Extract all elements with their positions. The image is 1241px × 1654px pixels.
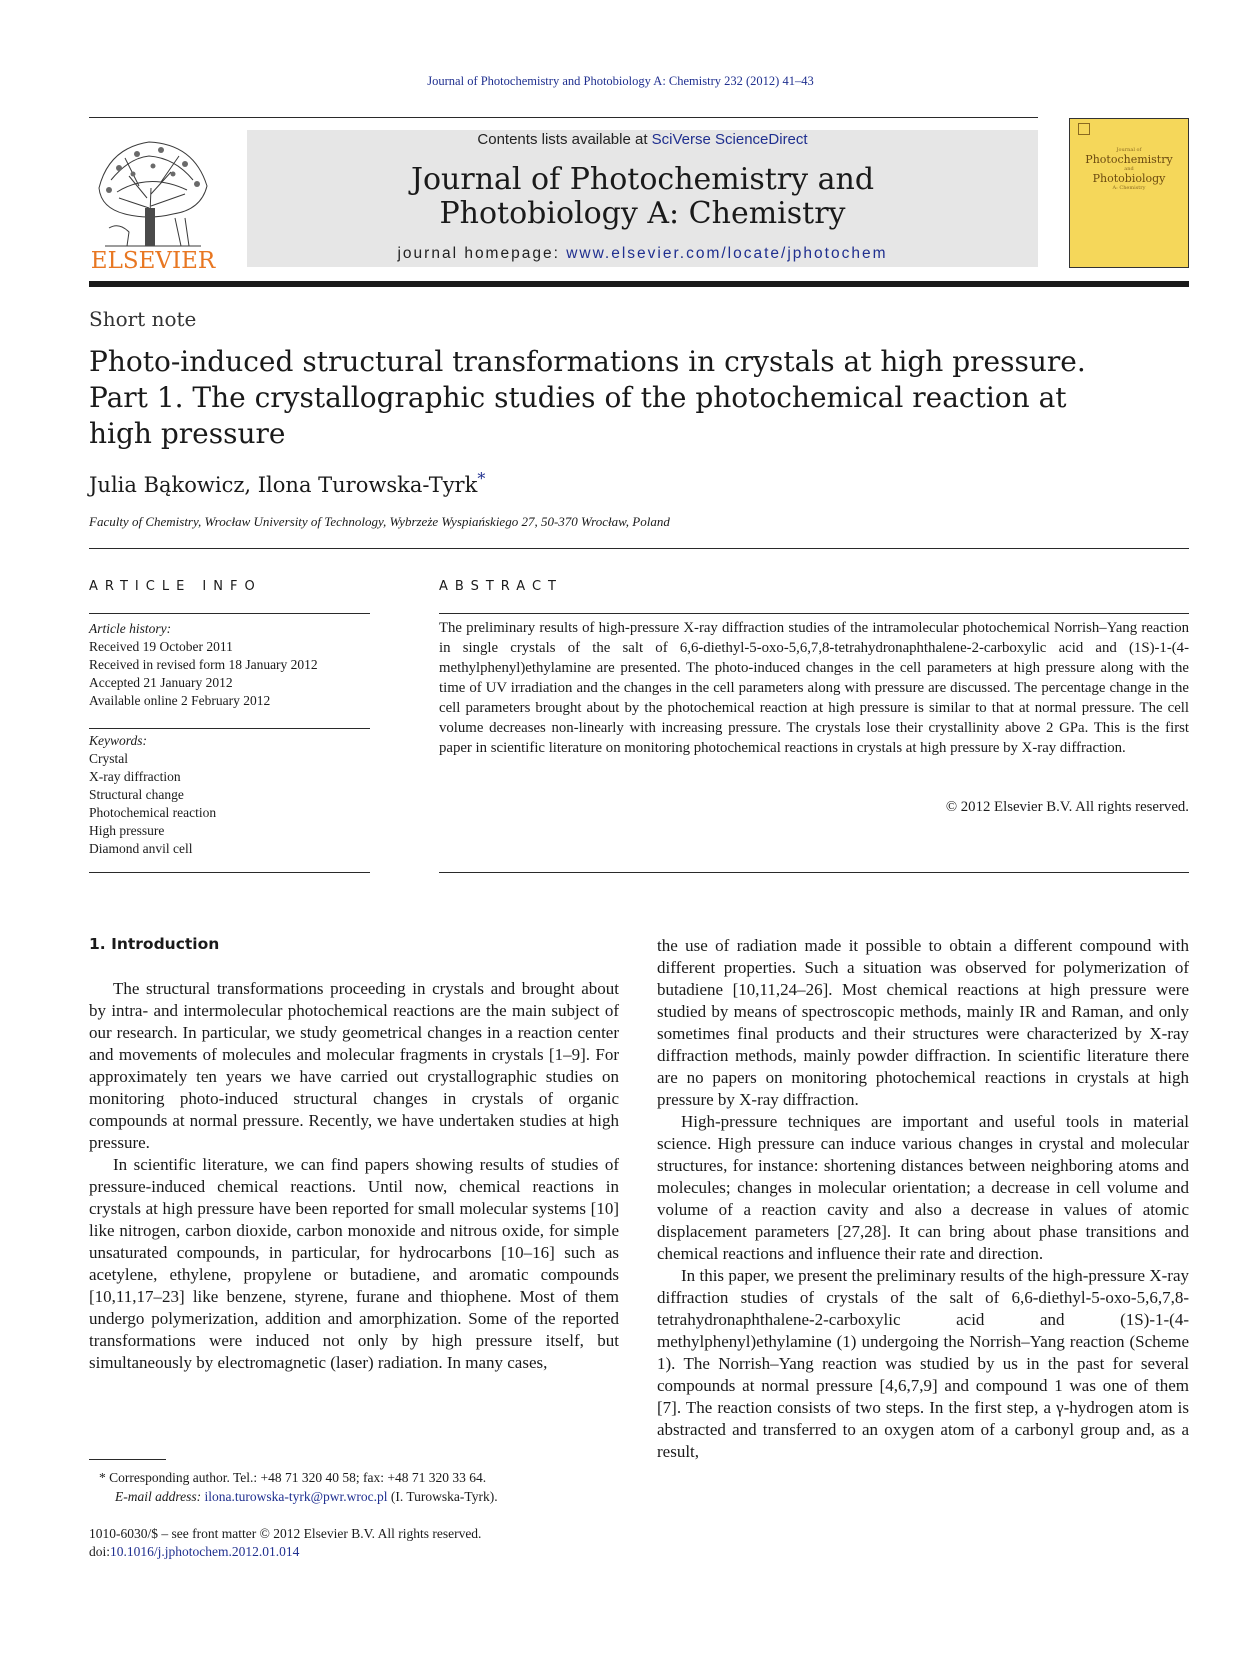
journal-title: Journal of Photochemistry and Photobiology A: Chemistry <box>410 162 875 231</box>
article-type: Short note <box>89 307 197 331</box>
affiliation: Faculty of Chemistry, Wrocław University of Technology, Wybrzeże Wyspiańskiego 27, 50-370 Wrocław, Poland <box>89 514 670 529</box>
footnote-rule <box>89 1459 166 1460</box>
footnote-contact: Corresponding author. Tel.: +48 71 320 40 58; fax: +48 71 320 33 64. <box>109 1470 487 1485</box>
keyword-item: High pressure <box>89 823 165 838</box>
sciencedirect-link[interactable]: SciVerse ScienceDirect <box>651 131 808 148</box>
abstract-bottom-rule <box>439 872 1189 873</box>
corresponding-author-footnote: * Corresponding author. Tel.: +48 71 320 40 58; fax: +48 71 320 33 64. E-mail address: ilona.turowska-tyrk@pwr.wroc.pl (I. Turowska-Tyrk). <box>99 1470 498 1504</box>
author-email-link[interactable]: ilona.turowska-tyrk@pwr.wroc.pl <box>204 1489 388 1504</box>
article-title: Photo-induced structural transformations in crystals at high pressure. Part 1. The crystallographic studies of the photochemical reaction at high pressure <box>89 345 1086 450</box>
history-received: Received 19 October 2011 <box>89 639 233 654</box>
paragraph: In scientific literature, we can find papers showing results of studies of pressure-induced chemical reactions. Until now, chemical reactions in crystals at high pressure have been reported for small molecular systems [10] like nitrogen, carbon dioxide, carbon monoxide and nitrous oxide, for simple unsaturated compounds, in particular, for hydrocarbons [10–16] such as acetylene, ethylene, propylene or butadiene, and aromatic compounds [10,11,17–23] like benzene, styrene, furane and thiophene. Most of them undergo polymerization, addition and amorphization. Some of the reported transformations were induced not only by high pressure itself, but simultaneously by electromagnetic (laser) radiation. In many cases, <box>89 1155 619 1372</box>
journal-homepage-link[interactable]: www.elsevier.com/locate/jphotochem <box>566 245 888 262</box>
keywords-list: Keywords: Crystal X-ray diffraction Structural change Photochemical reaction High pressure Diamond anvil cell <box>89 732 369 858</box>
author-list: Julia Bąkowicz, Ilona Turowska-Tyrk* <box>89 469 486 497</box>
body-column-right <box>657 935 1189 1463</box>
elsevier-tree-icon <box>89 128 217 273</box>
abstract-rule <box>439 613 1189 614</box>
issn-block <box>89 1525 629 1561</box>
keywords-rule <box>89 728 370 729</box>
cover-title: Journal of Photochemistry and Photobiology A: Chemistry <box>1085 147 1173 191</box>
history-online: Available online 2 February 2012 <box>89 693 271 708</box>
article-info-bottom-rule <box>89 872 370 873</box>
abstract-heading: ABSTRACT <box>439 579 563 594</box>
cover-emblem-icon <box>1078 123 1090 135</box>
journal-citation[interactable]: Journal of Photochemistry and Photobiology A: Chemistry 232 (2012) 41–43 <box>427 74 814 88</box>
corresponding-author-mark[interactable]: * <box>477 469 486 488</box>
article-info-heading: ARTICLE INFO <box>89 579 262 594</box>
keyword-item: Photochemical reaction <box>89 805 217 820</box>
contents-prefix: Contents lists available at <box>477 131 652 148</box>
masthead-bottom-rule <box>89 281 1189 287</box>
doi-link[interactable]: 10.1016/j.jphotochem.2012.01.014 <box>110 1544 300 1559</box>
homepage-prefix: journal homepage: <box>397 245 567 262</box>
introduction-heading: 1. Introduction <box>89 935 220 953</box>
paragraph: The structural transformations proceeding in crystals and brought about by intra- and intermolecular photochemical reactions are the main subject of our research. In particular, we study geometrical changes in a reaction center and movements of molecules and molecular fragments in crystals [1–9]. For approximately ten years we have carried out crystallographic studies on monitoring photo-induced structural changes in crystals of organic compounds at normal pressure. Recently, we have undertaken studies at high pressure. <box>89 979 619 1152</box>
header-divider <box>89 548 1189 549</box>
homepage-line <box>247 245 1038 263</box>
paragraph: High-pressure techniques are important and useful tools in material science. High pressure can induce various changes in crystal and molecular structures, for instance: shortening distances between neighboring atoms and molecules; changes in molecular orientation; a decrease in cell volume and volume of a reaction cavity and also a decrease in values of atomic displacement parameters [27,28]. It can bring about phase transitions and chemical reactions and influence their rate and direction. <box>657 1112 1189 1263</box>
article-info-rule <box>89 613 370 614</box>
abstract-text: The preliminary results of high-pressure X-ray diffraction studies of the intramolecular photochemical Norrish–Yang reaction in single crystals of the salt of 6,6-diethyl-5-oxo-5,6,7,8-tetrahydronaphthalene-2-carboxylic acid and (1S)-1-(4-methylphenyl)ethylamine are presented. The photo-induced changes in the cell parameters at high pressure along with the time of UV irradiation and the changes in the cell parameters along with pressure are discussed. The percentage change in the cell parameters brought about by the photochemical reaction at high pressure is similar to that at normal pressure. The cell volume decreases non-linearly with increasing pressure. The crystals lose their crystallinity above 2 GPa. This is the first paper in scientific literature on monitoring photochemical reactions in crystals at high pressure by X-ray diffraction. <box>439 620 1189 756</box>
body-column-left <box>89 978 619 1374</box>
paragraph: In this paper, we present the preliminary results of the high-pressure X-ray diffraction studies of crystals of the salt of 6,6-diethyl-5-oxo-5,6,7,8-tetrahydronaphthalene-2-carboxylic acid and (1S)-1-(4-methylphenyl)ethylamine (1) undergoing the Norrish–Yang reaction (Scheme 1). The Norrish–Yang reaction was studied by us in the past for several compounds at normal pressure [4,6,7,9] and compound 1 was one of them [7]. The reaction consists of two steps. In the first step, a γ-hydrogen atom is abstracted and transferred to an oxygen atom of a carbonyl group and, as a result, <box>657 1266 1189 1461</box>
issn-line: 1010-6030/$ – see front matter © 2012 Elsevier B.V. All rights reserved. <box>89 1526 482 1541</box>
elsevier-logo <box>89 128 217 273</box>
keyword-item: Structural change <box>89 787 184 802</box>
abstract-copyright: © 2012 Elsevier B.V. All rights reserved. <box>945 799 1189 815</box>
keyword-item: X-ray diffraction <box>89 769 181 784</box>
article-history: Article history: Received 19 October 2011 Received in revised form 18 January 2012 Accepted 21 January 2012 Available online 2 February 2012 <box>89 620 369 710</box>
journal-cover-thumbnail[interactable] <box>1069 118 1189 268</box>
footnote-mark: * <box>99 1470 106 1485</box>
elsevier-wordmark: ELSEVIER <box>90 248 216 273</box>
history-accepted: Accepted 21 January 2012 <box>89 675 233 690</box>
history-revised: Received in revised form 18 January 2012 <box>89 657 318 672</box>
contents-line <box>247 131 1038 148</box>
email-label: E-mail address: <box>115 1489 205 1504</box>
masthead-top-rule <box>89 117 1038 118</box>
keyword-item: Crystal <box>89 751 128 766</box>
doi-label: doi: <box>89 1544 111 1559</box>
paragraph: the use of radiation made it possible to obtain a different compound with different properties. Such a situation was observed for polymerization of butadiene [10,11,24–26]. Most chemical reactions at high pressure were studied by means of spectroscopic methods, mainly IR and Raman, and only sometimes final products and their structures were characterized by X-ray diffraction methods, mainly powder diffraction. In scientific literature there are no papers on monitoring photochemical reactions in crystals at high pressure by X-ray diffraction. <box>657 936 1189 1109</box>
keyword-item: Diamond anvil cell <box>89 841 193 856</box>
